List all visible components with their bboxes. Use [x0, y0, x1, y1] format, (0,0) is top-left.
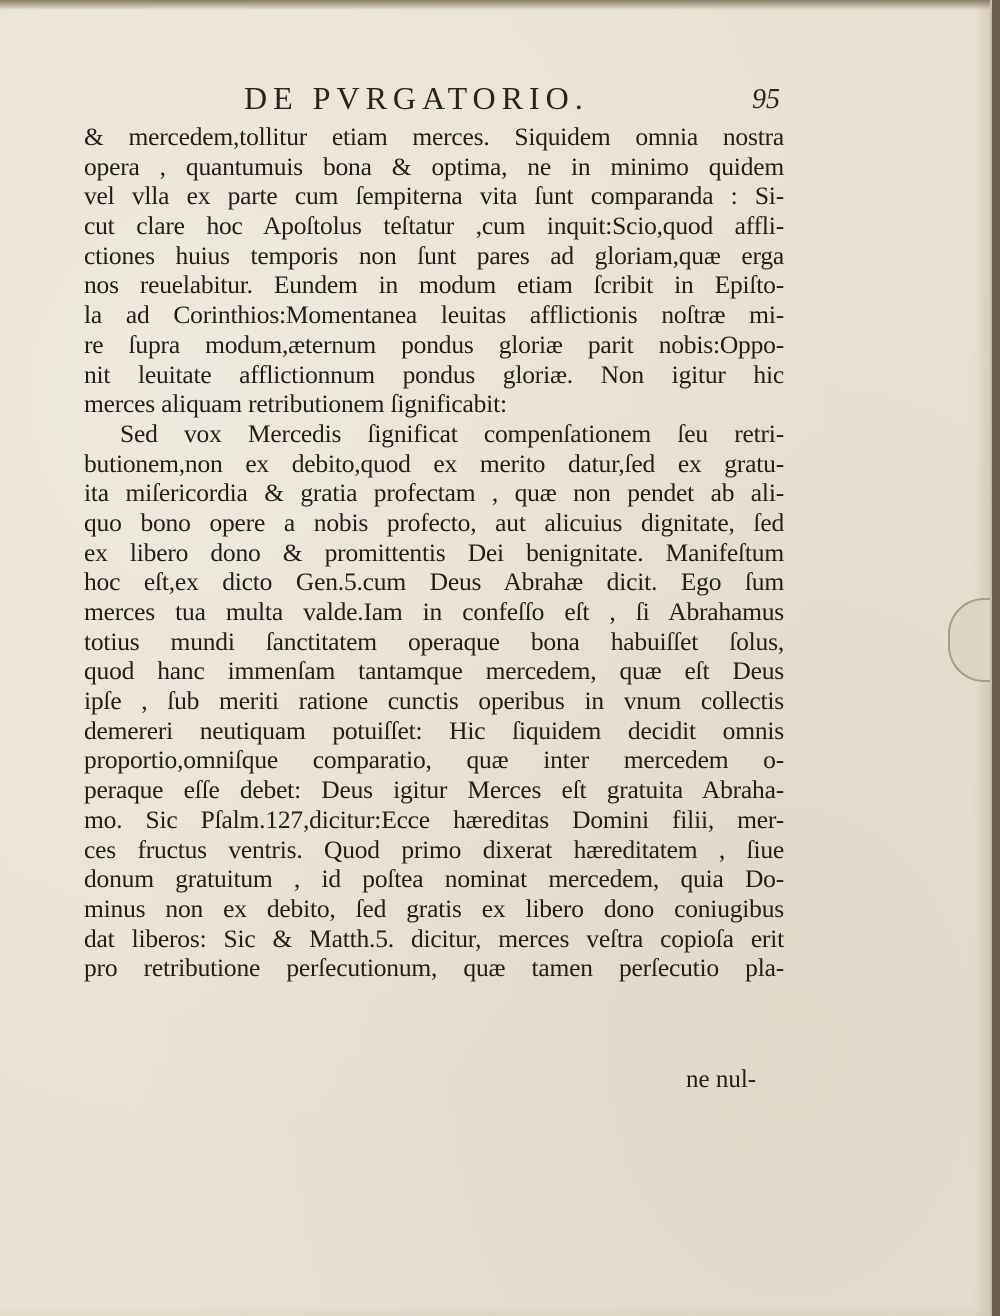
paragraph-start-line: Sed vox Mercedis ſignificat compenſationem ſeu retri-	[120, 418, 784, 448]
text-line: quo bono opere a nobis profecto, aut alicuius dignitate, ſed	[84, 507, 784, 537]
text-line: la ad Corinthios:Momentanea leuitas afflictionis noſtræ mi-	[84, 300, 784, 330]
catchword: ne nul-	[686, 1066, 757, 1093]
text-line: quod hanc immenſam tantamque mercedem, quæ eſt Deus	[84, 656, 784, 686]
body-text	[84, 122, 784, 983]
text-line: vel vlla ex parte cum ſempiterna vita ſunt comparanda : Si-	[84, 181, 784, 211]
text-line: ces fructus ventris. Quod primo dixerat hæreditatem , ſiue	[84, 834, 784, 864]
text-line: re ſupra modum,æternum pondus gloriæ parit nobis:Oppo-	[84, 329, 784, 359]
text-line: minus non ex debito, ſed gratis ex libero dono coniugibus	[84, 893, 784, 923]
text-line: nos reuelabitur. Eundem in modum etiam ſcribit in Epiſto-	[84, 270, 784, 300]
text-line: ipſe , ſub meriti ratione cunctis operibus in vnum collectis	[84, 686, 784, 716]
text-line: mo. Sic Pſalm.127,dicitur:Ecce hæreditas Domini filii, mer-	[84, 804, 784, 834]
text-line: peraque eſſe debet: Deus igitur Merces eſt gratuita Abraha-	[84, 775, 784, 805]
text-line: merces aliquam retributionem ſignificabit:	[84, 389, 507, 419]
page-tab-marker	[948, 598, 990, 682]
text-line: dat liberos: Sic & Matth.5. dicitur, merces veſtra copioſa erit	[84, 923, 784, 953]
running-title: DE PVRGATORIO.	[244, 80, 589, 116]
text-line: nit leuitate afflictionnum pondus gloriæ. Non igitur hic	[84, 359, 784, 389]
text-line: donum gratuitum , id poſtea nominat mercedem, quia Do-	[84, 864, 784, 894]
text-line: & mercedem,tollitur etiam merces. Siquidem omnia nostra	[84, 122, 784, 151]
text-line: butionem,non ex debito,quod ex merito datur,ſed ex gratu-	[84, 448, 784, 478]
text-line: opera , quantumuis bona & optima, ne in minimo quidem	[84, 151, 784, 181]
text-line: ex libero dono & promittentis Dei benignitate. Manifeſtum	[84, 537, 784, 567]
text-line: totius mundi ſanctitatem operaque bona habuiſſet ſolus,	[84, 626, 784, 656]
text-line: ita miſericordia & gratia profectam , quæ non pendet ab ali-	[84, 478, 784, 508]
page-number: 95	[752, 84, 780, 115]
page-top-shadow	[0, 0, 990, 10]
text-line: merces tua multa valde.Iam in confeſſo eſt , ſi Abrahamus	[84, 597, 784, 626]
text-line: hoc eſt,ex dicto Gen.5.cum Deus Abrahæ dicit. Ego ſum	[84, 567, 784, 597]
text-line: pro retributione perſecutionum, quæ tamen perſecutio pla-	[84, 953, 784, 983]
text-line: cut clare hoc Apoſtolus teſtatur ,cum inquit:Scio,quod affli-	[84, 211, 784, 241]
text-line: demereri neutiquam potuiſſet: Hic ſiquidem decidit omnis	[84, 715, 784, 745]
text-line: proportio,omniſque comparatio, quæ inter mercedem o-	[84, 745, 784, 775]
text-line: ctiones huius temporis non ſunt pares ad gloriam,quæ erga	[84, 240, 784, 270]
page-header	[0, 80, 990, 120]
